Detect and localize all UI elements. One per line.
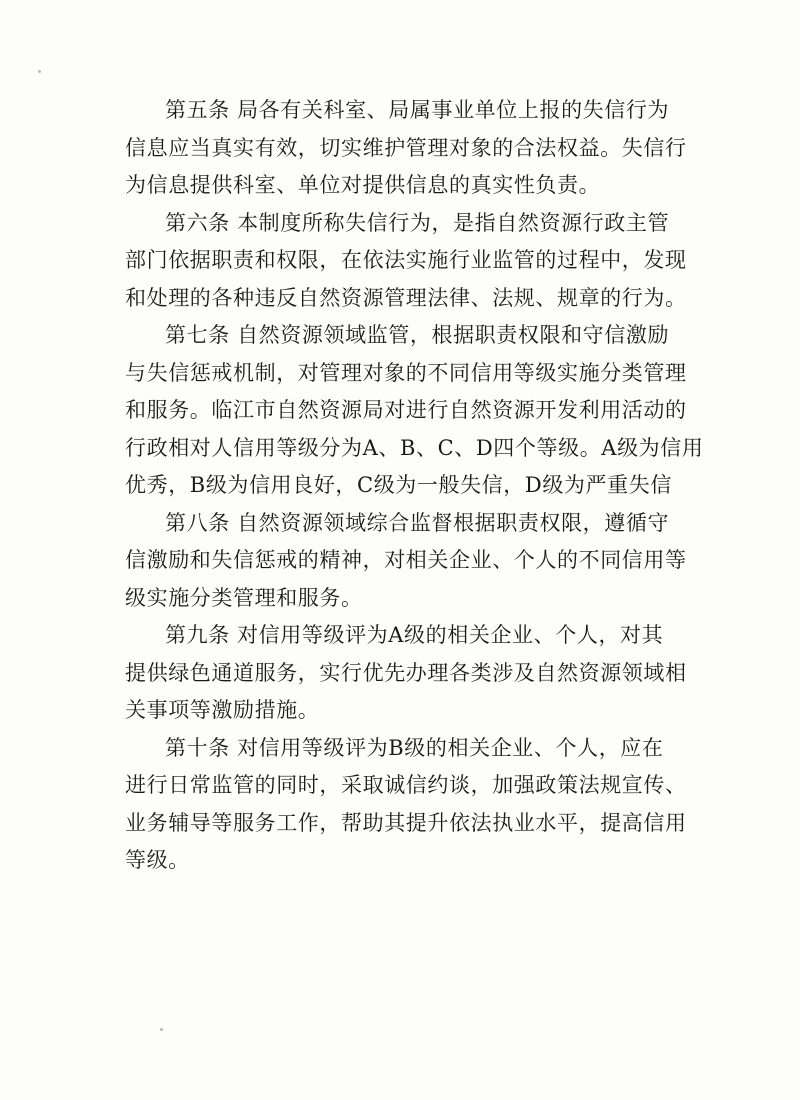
article-10-line-2: 进行日常监管的同时，采取诚信约谈，加强政策法规宣传、 [125,773,687,797]
article-7-line-5: 优秀，B级为信用良好，C级为一般失信，D级为严重失信 [125,473,672,497]
article-6-line-3: 和处理的各种违反自然资源管理法律、法规、规章的行为。 [125,285,687,310]
article-6-line-2: 部门依据职责和权限，在依法实施行业监管的过程中，发现 [125,248,687,272]
article-7-line-3: 和服务。临江市自然资源局对进行自然资源开发利用活动的 [125,398,687,422]
article-5-line-3: 为信息提供科室、单位对提供信息的真实性负责。 [125,173,601,197]
scan-speck [38,70,41,73]
article-10-line-4: 等级。 [125,848,190,872]
article-6-line-1: 第六条 本制度所称失信行为，是指自然资源行政主管 [165,210,670,235]
article-7-line-1: 第七条 自然资源领域监管，根据职责权限和守信激励 [165,323,670,347]
article-8-line-2: 信激励和失信惩戒的精神，对相关企业、个人的不同信用等 [125,548,687,572]
article-9-line-1: 第九条 对信用等级评为A级的相关企业、个人，对其 [165,623,664,647]
article-8-line-3: 级实施分类管理和服务。 [125,585,363,610]
article-7-line-4: 行政相对人信用等级分为A、B、C、D四个等级。A级为信用 [125,435,704,460]
document-body [125,92,704,880]
article-5-line-1: 第五条 局各有关科室、局属事业单位上报的失信行为 [165,98,670,122]
article-5-line-2: 信息应当真实有效，切实维护管理对象的合法权益。失信行 [125,135,687,160]
scan-speck [160,1028,163,1031]
article-9-line-3: 关事项等激励措施。 [125,698,320,722]
article-10-line-3: 业务辅导等服务工作，帮助其提升依法执业水平，提高信用 [125,810,687,835]
article-10-line-1: 第十条 对信用等级评为B级的相关企业、个人，应在 [165,735,664,760]
article-9-line-2: 提供绿色通道服务，实行优先办理各类涉及自然资源领域相 [125,660,687,685]
article-8-line-1: 第八条 自然资源领域综合监督根据职责权限，遵循守 [165,510,670,535]
article-7-line-2: 与失信惩戒机制，对管理对象的不同信用等级实施分类管理 [125,360,687,385]
